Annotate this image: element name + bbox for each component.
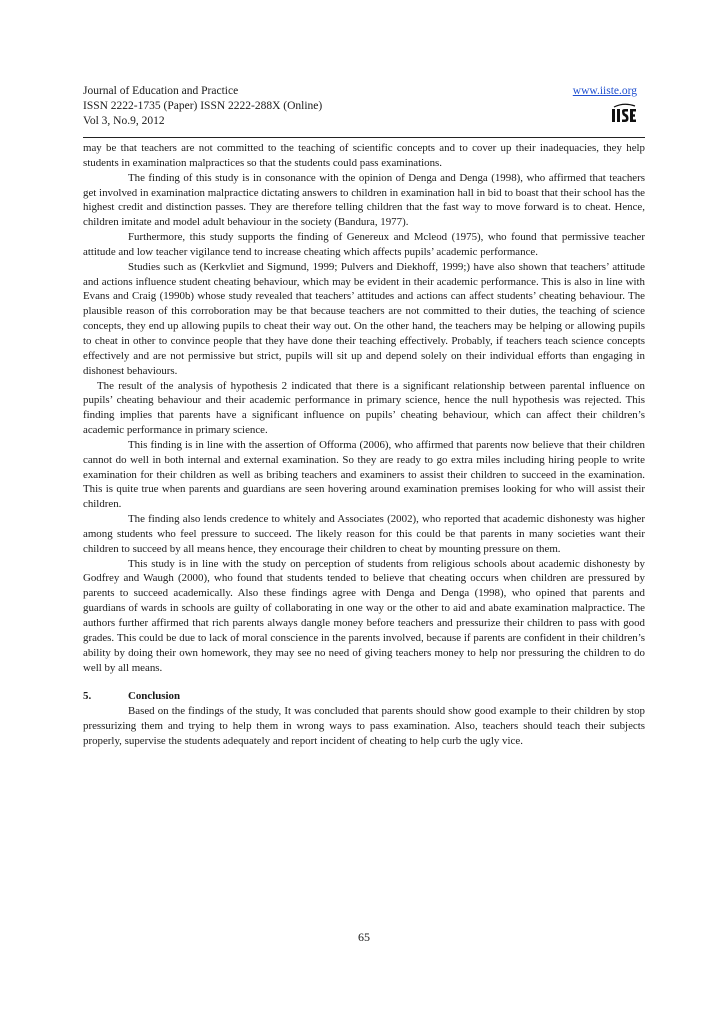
- journal-volume: Vol 3, No.9, 2012: [83, 115, 165, 127]
- paragraph: This study is in line with the study on perception of students from religious schools about academic dishonesty by Godfrey and Waugh (2000), who found that students tended to believe that cheating occurs when children are pressured by parents to succeed academically. Also these findings agree with Denga and Denga (1998), who opined that parents and guardians of wards in schools are guilty of collaborating in one way or the other to aid and abate examination malpractice. The authors further affirmed that rich parents always dangle money before teachers and pressurize their children to pass with good grades. This could be due to lack of moral conscience in the parents involved, because if parents are confident in their children’s ability by doing their own homework, they may see no need of giving teachers money to help nor pressuring the children to do well by all means.: [83, 557, 645, 674]
- paragraph: may be that teachers are not committed to the teaching of scientific concepts and to cover up their inadequacies, they help students in examination malpractices so that the students could pass examinations.: [83, 142, 645, 169]
- paragraph: Based on the findings of the study, It was concluded that parents should show good example to their children by stop pressurizing them and trying to help them in wrong ways to pass examination. Also, teachers should teach their subjects properly, supervise the students adequately and report incident of cheating to help curb the ugly vice.: [83, 705, 645, 747]
- article-body: [83, 141, 645, 749]
- journal-issn: ISSN 2222-1735 (Paper) ISSN 2222-288X (Online): [83, 100, 323, 112]
- paragraph: The finding also lends credence to whitely and Associates (2002), who reported that academic dishonesty was higher among students who feel pressure to succeed. The likely reason for this could be that parents in many societies want their children to succeed by all means hence, they encourage their children to cheat by mounting pressure on them.: [83, 513, 645, 555]
- paragraph: Studies such as (Kerkvliet and Sigmund, 1999; Pulvers and Diekhoff, 1999;) have also shown that teachers’ attitude and actions influence student cheating behaviour, which may be evident in their academic performance. This is also in line with Evans and Craig (1990b) whose study revealed that teachers’ attitudes and actions can affect students’ cheating behaviour. The plausible reason of this corroboration may be that because teachers are not committed to their duties, the teaching of science concepts, they end up allowing pupils to cheat their way out. On the other hand, the teachers may be helping or allowing pupils to cheat in other to convince people that they have done their teaching effectively. Probably, if teachers teach science concepts effectively and are not permissive but strict, pupils will sit up and depend solely on their individual efforts than engaging in dishonest behaviours.: [83, 260, 645, 377]
- paragraph: Furthermore, this study supports the finding of Genereux and Mcleod (1975), who found that permissive teacher attitude and low teacher vigilance tend to increase cheating which affects pupils’ academic performance.: [83, 231, 645, 258]
- paragraph: This finding is in line with the assertion of Offorma (2006), who affirmed that parents now believe that their children cannot do well in both internal and external examination. So they are ready to go extra miles including hiring people to write examination for their children as well as bribing teachers and examiners to assist their children to succeed in the examination. This is quite true when parents and guardians are seen hovering around examination premises looking for who will assist their children.: [83, 438, 645, 511]
- page-number: 65: [358, 930, 370, 944]
- iiste-logo-icon: [611, 103, 637, 123]
- journal-name: Journal of Education and Practice: [83, 85, 239, 97]
- header-rule: [83, 137, 645, 138]
- paragraph: The result of the analysis of hypothesis 2 indicated that there is a significant relationship between parental influence on pupils’ cheating behaviour and their academic performance in primary science, hence the null hypothesis was rejected. This finding implies that parents have a significant influence on pupils’ cheating behaviour, which can affect their children’s academic performance in primary science.: [83, 379, 645, 437]
- journal-header: [83, 84, 645, 134]
- section-title: Conclusion: [128, 690, 181, 703]
- journal-website-link[interactable]: www.iiste.org: [572, 85, 637, 97]
- section-number: 5.: [83, 690, 92, 703]
- spacer: [83, 675, 645, 689]
- paragraph: The finding of this study is in consonance with the opinion of Denga and Denga (1998), who affirmed that teachers get involved in examination malpractice dictating answers to children in examination hall in bid to boast that their school has the highest credit and distinction passes. They are therefore telling children that the fast way to move forward is to cheat. Hence, children imitate and model adult behaviour in the society (Bandura, 1977).: [83, 171, 645, 229]
- section-heading: [83, 689, 645, 704]
